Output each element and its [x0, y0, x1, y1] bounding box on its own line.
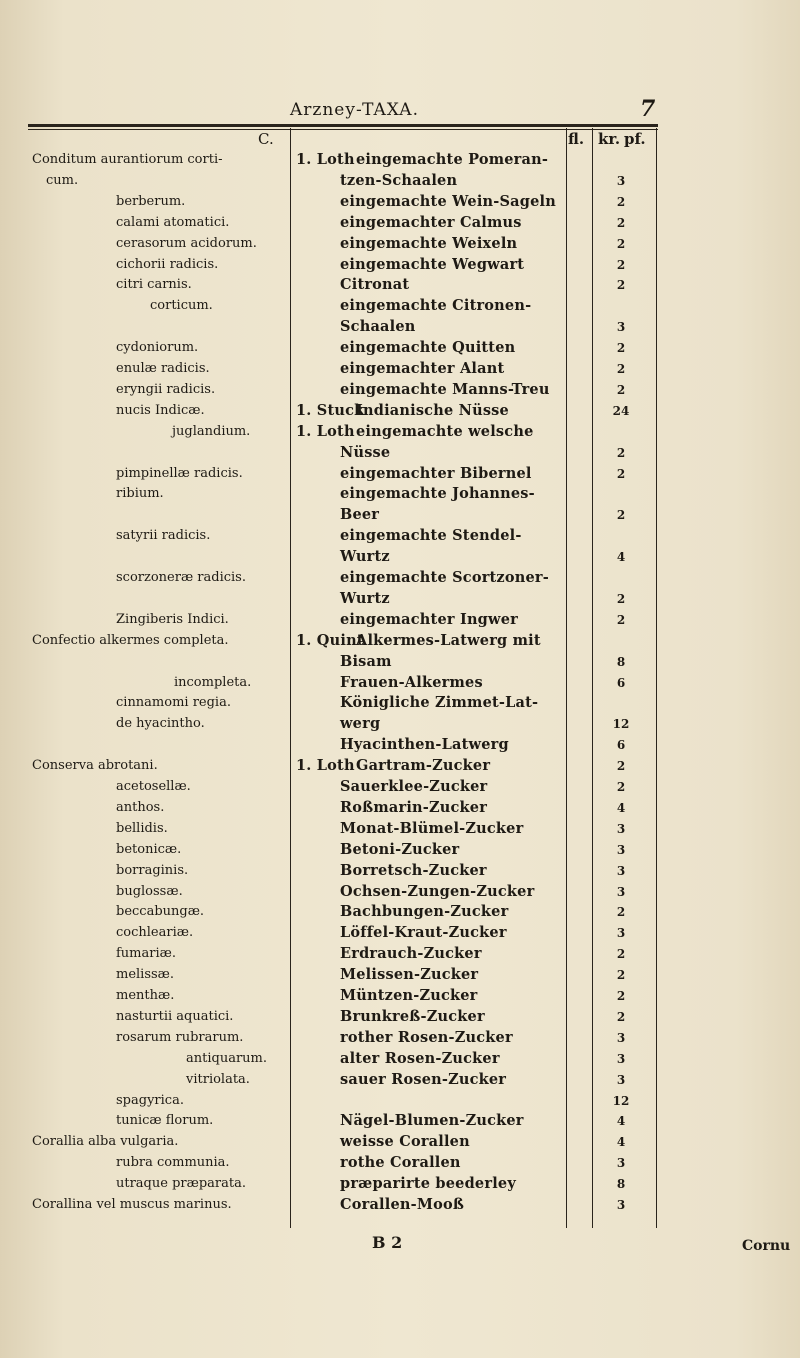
price-kreuzer: 4	[616, 800, 626, 815]
german-name: eingemachte Johannes-	[340, 485, 535, 503]
table-row	[0, 944, 800, 964]
table-row	[0, 547, 800, 567]
price-kreuzer: 2	[616, 508, 626, 523]
table-row	[0, 777, 800, 797]
latin-name: Conserva abrotani.	[32, 758, 158, 774]
table-row	[0, 338, 800, 358]
latin-name: corticum.	[150, 298, 213, 314]
german-name: eingemachte Pomeran-	[356, 151, 549, 168]
german-name: Alkermes-Latwerg mit	[356, 631, 541, 649]
latin-name: Confectio alkermes completa.	[32, 632, 229, 648]
table-row	[0, 631, 800, 651]
table-row	[0, 1153, 800, 1173]
price-kreuzer: 3	[616, 173, 626, 188]
latin-name: satyrii radicis.	[116, 528, 211, 544]
german-name: rothe Corallen	[340, 1154, 461, 1172]
table-row	[0, 1174, 800, 1194]
latin-name: melissæ.	[116, 967, 175, 983]
quantity: 1. Loth	[296, 757, 355, 775]
german-name: Beer	[340, 506, 380, 524]
table-row	[0, 192, 800, 212]
table-row	[0, 422, 800, 442]
price-kreuzer: 2	[616, 382, 626, 397]
column-header-kr: kr.	[598, 130, 621, 148]
latin-name: juglandium.	[172, 423, 251, 439]
german-name: præparirte beederley	[340, 1175, 516, 1193]
price-kreuzer: 2	[616, 445, 626, 460]
table-row	[0, 902, 800, 922]
latin-name: acetosellæ.	[116, 779, 191, 794]
german-name: Ochsen-Zungen-Zucker	[340, 882, 535, 900]
price-kreuzer: 2	[616, 759, 626, 774]
price-kreuzer: 2	[616, 278, 626, 293]
running-title: Arzney-TAXA.	[290, 100, 419, 120]
table-row	[0, 505, 800, 525]
table-row	[0, 861, 800, 881]
latin-name: cochleariæ.	[116, 925, 194, 941]
latin-name: de hyacintho.	[116, 716, 205, 732]
page-header	[0, 96, 800, 124]
german-name: Müntzen-Zucker	[340, 987, 478, 1004]
price-kreuzer: 3	[616, 1030, 626, 1045]
section-letter: C.	[258, 130, 274, 148]
german-name: eingemachte welsche	[356, 422, 534, 440]
german-name: eingemachte Weixeln	[340, 234, 518, 252]
german-name: Löffel-Kraut-Zucker	[340, 924, 507, 942]
price-kreuzer: 4	[616, 1114, 626, 1129]
price-kreuzer: 12	[612, 1093, 630, 1108]
price-kreuzer: 2	[616, 947, 626, 962]
table-row	[0, 380, 800, 400]
table-row	[0, 693, 800, 713]
table-row	[0, 171, 800, 191]
german-name: Borretsch-Zucker	[340, 861, 487, 879]
latin-name: Zingiberis Indici.	[116, 611, 229, 627]
latin-name: nasturtii aquatici.	[116, 1008, 234, 1024]
latin-name: Conditum aurantiorum corti-	[32, 152, 223, 167]
latin-name: anthos.	[116, 799, 165, 815]
signature-mark: B 2	[372, 1233, 403, 1252]
latin-name: betonicæ.	[116, 841, 182, 857]
price-kreuzer: 24	[612, 403, 630, 418]
latin-name: nucis Indicæ.	[116, 402, 205, 418]
german-name: Schaalen	[340, 318, 416, 336]
page-number: 7	[640, 96, 656, 122]
quantity: 1. Quint	[296, 631, 364, 649]
german-name: Wurtz	[340, 548, 390, 566]
latin-name: berberum.	[116, 193, 186, 209]
latin-name: incompleta.	[174, 674, 252, 690]
table-row	[0, 150, 800, 170]
table-row	[0, 1195, 800, 1215]
german-name: Betoni-Zucker	[340, 840, 460, 858]
table-row	[0, 1049, 800, 1069]
german-name: eingemachter Calmus	[340, 213, 522, 231]
german-name: Erdrauch-Zucker	[340, 945, 482, 963]
price-kreuzer: 2	[616, 466, 626, 481]
latin-name: eryngii radicis.	[116, 381, 216, 397]
price-kreuzer: 2	[616, 341, 626, 356]
german-name: tzen-Schaalen	[340, 171, 458, 189]
price-kreuzer: 3	[616, 320, 626, 335]
price-kreuzer: 6	[616, 738, 626, 753]
table-row	[0, 213, 800, 233]
german-name: Bachbungen-Zucker	[340, 903, 509, 921]
price-kreuzer: 2	[616, 905, 626, 920]
latin-name: cum.	[46, 172, 79, 188]
latin-name: citri carnis.	[116, 277, 192, 293]
column-header-fl: fl.	[568, 130, 585, 148]
price-kreuzer: 2	[616, 612, 626, 627]
german-name: werg	[340, 715, 381, 733]
latin-name: ribium.	[116, 486, 164, 502]
german-name: alter Rosen-Zucker	[340, 1049, 500, 1067]
price-kreuzer: 4	[616, 1135, 626, 1150]
latin-name: spagyrica.	[116, 1092, 184, 1108]
german-name: eingemachte Quitten	[340, 339, 516, 357]
price-kreuzer: 2	[616, 215, 626, 230]
table-row	[0, 464, 800, 484]
table-row	[0, 1028, 800, 1048]
latin-name: vitriolata.	[186, 1071, 250, 1087]
latin-name: borraginis.	[116, 862, 189, 878]
header-rule-thin	[28, 129, 658, 130]
table-row	[0, 965, 800, 985]
column-header-pf: pf.	[624, 130, 646, 148]
latin-name: enulæ radicis.	[116, 361, 210, 376]
latin-name: cichorii radicis.	[116, 256, 219, 272]
german-name: eingemachte Wegwart	[340, 255, 525, 273]
price-kreuzer: 2	[616, 362, 626, 376]
price-kreuzer: 4	[616, 550, 626, 565]
header-rule	[28, 124, 658, 127]
table-row	[0, 923, 800, 943]
price-kreuzer: 3	[616, 1051, 626, 1066]
latin-name: fumariæ.	[116, 946, 176, 962]
latin-name: menthæ.	[116, 988, 175, 1003]
german-name: sauer Rosen-Zucker	[340, 1070, 507, 1088]
german-name: Nüsse	[340, 443, 391, 461]
german-name: eingemachte Citronen-	[340, 297, 532, 315]
table-row	[0, 756, 800, 776]
price-kreuzer: 2	[616, 1009, 626, 1024]
german-name: Wurtz	[340, 589, 390, 607]
price-kreuzer: 2	[616, 194, 626, 209]
latin-name: cydoniorum.	[116, 340, 199, 356]
table-row	[0, 255, 800, 275]
table-row	[0, 798, 800, 818]
table-row	[0, 819, 800, 839]
german-name: eingemachter Bibernel	[340, 464, 532, 482]
catchword: Cornu	[742, 1238, 791, 1254]
german-name: Bisam	[340, 652, 392, 670]
latin-name: cinnamomi regia.	[116, 695, 231, 711]
table-row	[0, 234, 800, 254]
table-row	[0, 714, 800, 734]
price-kreuzer: 12	[612, 717, 630, 732]
table-row	[0, 443, 800, 463]
german-name: Hyacinthen-Latwerg	[340, 736, 509, 754]
price-kreuzer: 3	[616, 884, 626, 899]
german-name: Königliche Zimmet-Lat-	[340, 694, 539, 712]
price-kreuzer: 3	[616, 1072, 626, 1087]
latin-name: calami atomatici.	[116, 214, 230, 230]
german-name: Monat-Blümel-Zucker	[340, 819, 524, 837]
price-kreuzer: 3	[616, 1198, 626, 1212]
table-row	[0, 882, 800, 902]
table-row	[0, 1111, 800, 1131]
latin-name: buglossæ.	[116, 883, 183, 899]
german-name: weisse Corallen	[340, 1133, 470, 1151]
price-kreuzer: 2	[616, 780, 626, 794]
price-kreuzer: 8	[616, 654, 626, 669]
german-name: eingemachte Stendel-	[340, 527, 522, 545]
latin-name: cerasorum acidorum.	[116, 235, 257, 251]
table-row	[0, 401, 800, 421]
latin-name: antiquarum.	[186, 1050, 267, 1066]
german-name: Gartram-Zucker	[356, 757, 491, 775]
german-name: Frauen-Alkermes	[340, 673, 483, 691]
table-row	[0, 359, 800, 379]
german-name: Brunkreß-Zucker	[340, 1007, 485, 1025]
latin-name: rubra communia.	[116, 1155, 230, 1171]
german-name: eingemachte Scortzoner-	[340, 569, 549, 586]
price-kreuzer: 3	[616, 926, 626, 941]
table-row	[0, 610, 800, 630]
german-name: Sauerklee-Zucker	[340, 778, 488, 795]
latin-name: rosarum rubrarum.	[116, 1029, 244, 1045]
german-name: Corallen-Mooß	[340, 1196, 465, 1213]
german-name: Indianische Nüsse	[356, 401, 509, 419]
german-name: eingemachter Ingwer	[340, 610, 518, 628]
price-kreuzer: 6	[616, 675, 626, 690]
table-row	[0, 317, 800, 337]
quantity: 1. Loth	[296, 151, 355, 168]
quantity: 1. Loth	[296, 422, 355, 440]
german-name: rother Rosen-Zucker	[340, 1028, 513, 1046]
table-row	[0, 986, 800, 1006]
german-name: eingemachte Manns-Treu	[340, 380, 550, 398]
table-row	[0, 1007, 800, 1027]
table-row	[0, 275, 800, 295]
price-kreuzer: 2	[616, 968, 626, 983]
table-row	[0, 526, 800, 546]
latin-name: Corallia alba vulgaria.	[32, 1134, 179, 1150]
price-kreuzer: 2	[616, 236, 626, 251]
table-row	[0, 296, 800, 316]
latin-name: utraque præparata.	[116, 1176, 246, 1192]
table-row	[0, 1070, 800, 1090]
latin-name: beccabungæ.	[116, 904, 205, 920]
german-name: eingemachter Alant	[340, 360, 505, 377]
price-kreuzer: 3	[616, 821, 626, 836]
german-name: Roßmarin-Zucker	[340, 798, 488, 816]
quantity: 1. Stuck	[296, 401, 365, 419]
price-kreuzer: 2	[616, 257, 626, 272]
price-kreuzer: 3	[616, 842, 626, 857]
table-row	[0, 840, 800, 860]
latin-name: pimpinellæ radicis.	[116, 465, 243, 481]
latin-name: scorzoneræ radicis.	[116, 570, 246, 585]
latin-name: Corallina vel muscus marinus.	[32, 1197, 232, 1212]
german-name: Nägel-Blumen-Zucker	[340, 1112, 524, 1130]
table-row	[0, 652, 800, 672]
price-kreuzer: 3	[616, 1156, 626, 1171]
price-kreuzer: 3	[616, 863, 626, 878]
latin-name: bellidis.	[116, 820, 168, 836]
german-name: eingemachte Wein-Sageln	[340, 192, 556, 210]
table-row	[0, 1091, 800, 1111]
price-kreuzer: 8	[616, 1177, 626, 1192]
table-row	[0, 484, 800, 504]
german-name: Melissen-Zucker	[340, 966, 479, 984]
table-row	[0, 1132, 800, 1152]
price-kreuzer: 2	[616, 989, 626, 1003]
table-row	[0, 673, 800, 693]
latin-name: tunicæ florum.	[116, 1113, 214, 1129]
table-row	[0, 589, 800, 609]
table-row	[0, 735, 800, 755]
table-row	[0, 568, 800, 588]
price-kreuzer: 2	[616, 591, 626, 606]
german-name: Citronat	[340, 276, 410, 294]
